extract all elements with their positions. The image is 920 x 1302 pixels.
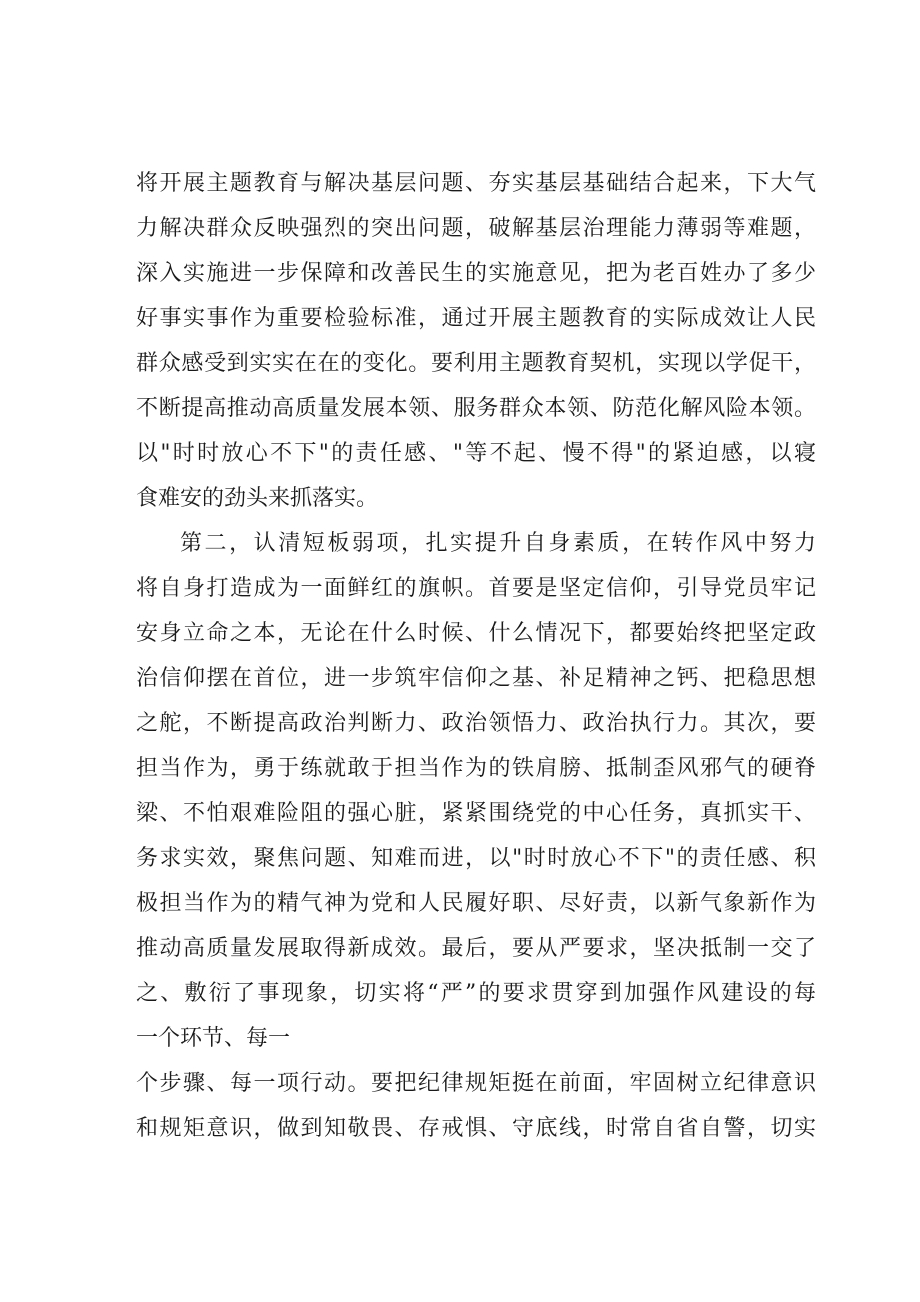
paragraph-2-line: 推动高质量发展取得新成效。最后，要从严要求，坚决抵制一交了 bbox=[136, 936, 816, 961]
paragraph-1-line: 深入实施进一步保障和改善民生的实施意见，把为老百姓办了多少 bbox=[136, 261, 816, 286]
paragraph-1-line: 食难安的劲头来抓落实。 bbox=[136, 486, 379, 511]
paragraph-2-line: 极担当作为的精气神为党和人民履好职、尽好责，以新气象新作为 bbox=[136, 891, 816, 916]
paragraph-2-line: 之舵，不断提高政治判断力、政治领悟力、政治执行力。其次，要 bbox=[136, 711, 816, 736]
paragraph-3-line: 和规矩意识，做到知敬畏、存戒惧、守底线，时常自省自警，切实 bbox=[136, 1116, 816, 1141]
paragraph-2-line: 第二，认清短板弱项，扎实提升自身素质，在转作风中努力 bbox=[180, 531, 816, 556]
paragraph-2-line: 梁、不怕艰难险阻的强心脏，紧紧围绕党的中心任务，真抓实干、 bbox=[136, 801, 816, 826]
paragraph-1-line: 群众感受到实实在在的变化。要利用主题教育契机，实现以学促干， bbox=[136, 351, 816, 376]
paragraph-2-line: 务求实效，聚焦问题、知难而进，以"时时放心不下"的责任感、积 bbox=[136, 846, 816, 871]
paragraph-2-line: 将自身打造成为一面鲜红的旗帜。首要是坚定信仰，引导党员牢记 bbox=[136, 576, 816, 601]
paragraph-2-line: 安身立命之本，无论在什么时候、什么情况下，都要始终把坚定政 bbox=[136, 621, 816, 646]
paragraph-3-line: 个步骤、每一项行动。要把纪律规矩挺在前面，牢固树立纪律意识 bbox=[136, 1071, 816, 1096]
paragraph-2-line: 担当作为，勇于练就敢于担当作为的铁肩膀、抵制歪风邪气的硬脊 bbox=[136, 756, 816, 781]
paragraph-1-line: 以"时时放心不下"的责任感、"等不起、慢不得"的紧迫感，以寝 bbox=[136, 441, 816, 466]
paragraph-2-line: 之、敷衍了事现象，切实将“严”的要求贯穿到加强作风建设的每 bbox=[136, 981, 816, 1006]
paragraph-1-line: 力解决群众反映强烈的突出问题，破解基层治理能力薄弱等难题， bbox=[136, 216, 816, 241]
paragraph-2-line: 一个环节、每一 bbox=[136, 1026, 291, 1051]
paragraph-1-line: 不断提高推动高质量发展本领、服务群众本领、防范化解风险本领。 bbox=[136, 396, 816, 421]
paragraph-2-line: 治信仰摆在首位，进一步筑牢信仰之基、补足精神之钙、把稳思想 bbox=[136, 666, 816, 691]
paragraph-1-line: 好事实事作为重要检验标准，通过开展主题教育的实际成效让人民 bbox=[136, 306, 816, 331]
paragraph-1-line: 将开展主题教育与解决基层问题、夯实基层基础结合起来，下大气 bbox=[136, 171, 816, 196]
